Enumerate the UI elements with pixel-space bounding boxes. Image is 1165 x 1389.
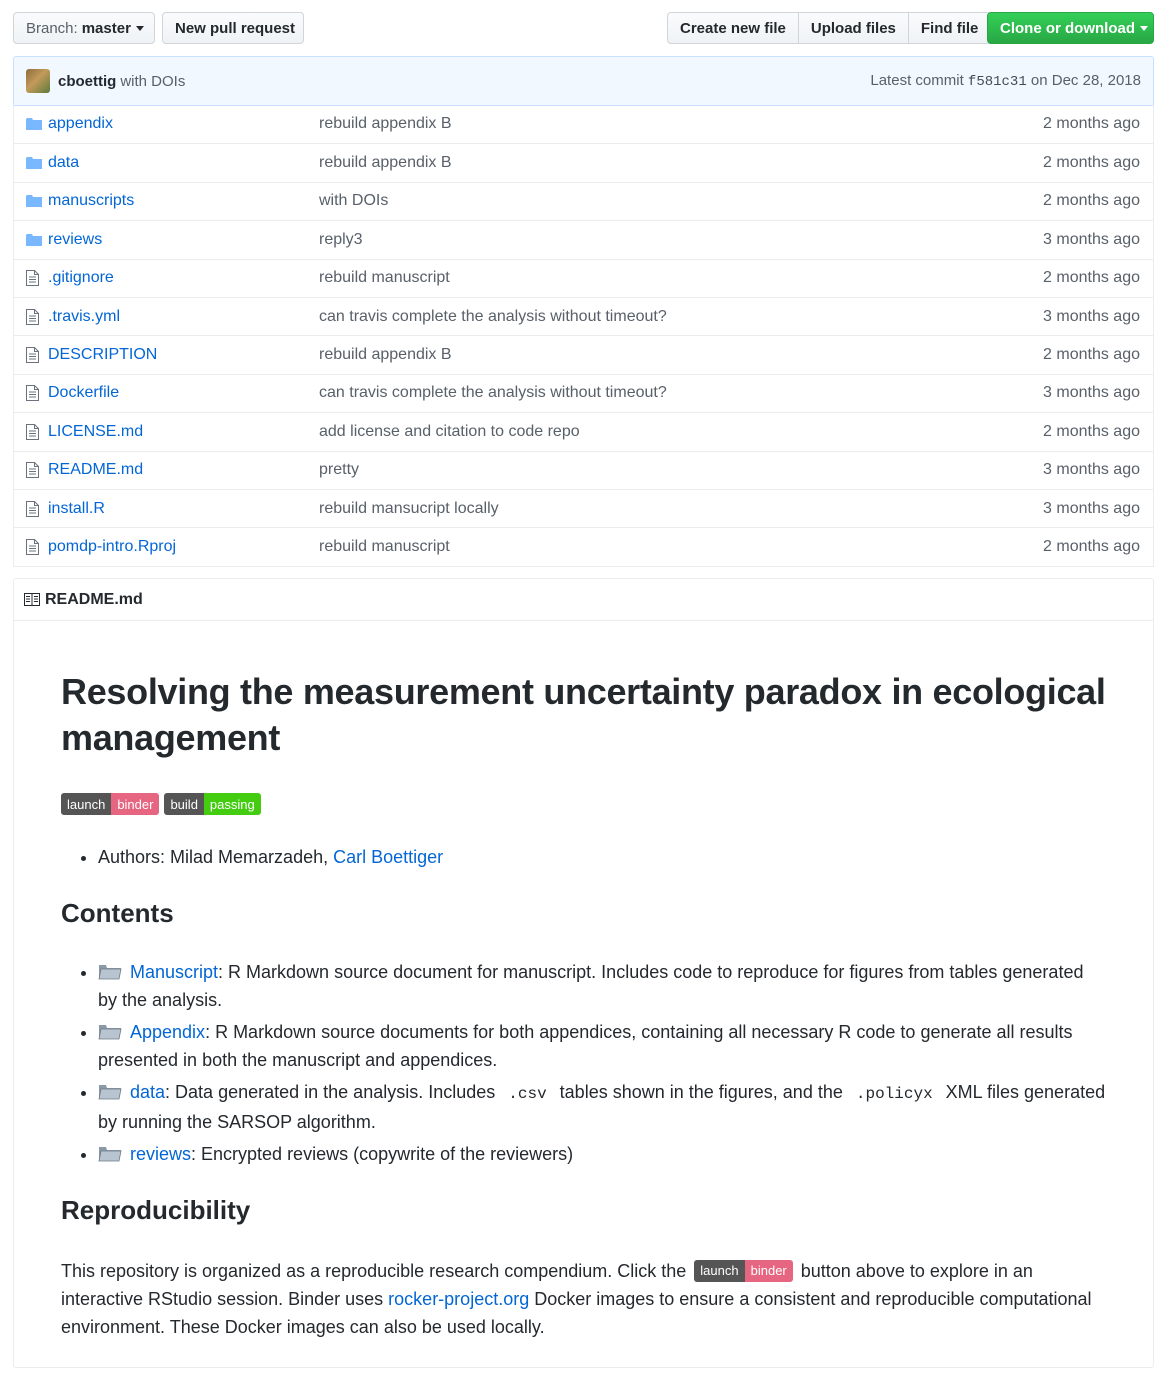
commit-message-link[interactable]: with DOIs (319, 192, 389, 210)
repro-text-2: button above to explore in an interactive RStudio session. Binder uses (61, 1261, 1033, 1309)
upload-files-button[interactable]: Upload files (799, 13, 909, 43)
contents-item (98, 958, 1106, 1014)
file-name-link[interactable]: manuscripts (48, 192, 135, 210)
contents-item (98, 1018, 1106, 1074)
contents-text: : Encrypted reviews (copywrite of the reviewers) (191, 1144, 574, 1164)
latest-commit-bar (13, 56, 1154, 106)
commit-date: on Dec 28, 2018 (1030, 72, 1141, 89)
launch-binder-badge[interactable] (61, 793, 159, 815)
commit-age: 3 months ago (1043, 307, 1140, 325)
file-name-link[interactable]: pomdp-intro.Rproj (48, 537, 177, 555)
file-icon (14, 501, 48, 517)
folder-emoji-icon (98, 1022, 122, 1040)
badge-label: launch (61, 793, 111, 815)
rocker-project-link[interactable]: rocker-project.org (388, 1289, 530, 1309)
contents-text: : R Markdown source documents for both appendices, containing all necessary R code to generate all results presented in both the manuscript and appendices. (98, 1022, 1073, 1070)
commit-age: 2 months ago (1043, 154, 1140, 172)
file-name-link[interactable]: LICENSE.md (48, 422, 144, 440)
badge-value: binder (745, 1260, 793, 1282)
commit-message-link[interactable]: can travis complete the analysis without timeout? (319, 307, 667, 325)
commit-hash[interactable]: f581c31 (967, 74, 1027, 90)
chevron-down-icon (136, 26, 144, 31)
file-row (14, 451, 1153, 489)
file-row (14, 297, 1153, 335)
file-icon (14, 462, 48, 478)
commit-message-link[interactable]: rebuild appendix B (319, 346, 452, 364)
contents-link[interactable]: Appendix (130, 1022, 206, 1042)
commit-message-link[interactable]: reply3 (319, 230, 363, 248)
file-name-link[interactable]: .travis.yml (48, 307, 120, 325)
badge-value: passing (204, 793, 261, 815)
readme-header (14, 579, 1153, 621)
file-row (14, 374, 1153, 412)
contents-link[interactable]: data (130, 1082, 166, 1102)
build-passing-badge[interactable] (164, 793, 260, 815)
folder-icon (14, 117, 48, 131)
file-name-link[interactable]: README.md (48, 461, 144, 479)
contents-text: tables shown in the figures, and the (554, 1082, 848, 1102)
readme-title: Resolving the measurement uncertainty paradox in ecological management (61, 671, 1106, 758)
file-actions-group (667, 12, 991, 44)
file-icon (14, 347, 48, 363)
readme-panel (13, 578, 1154, 1368)
file-icon (14, 385, 48, 401)
file-icon (14, 309, 48, 325)
repo-toolbar (13, 12, 1154, 44)
commit-message[interactable]: with DOIs (120, 72, 186, 90)
clone-label: Clone or download (1000, 19, 1135, 37)
file-row (14, 489, 1153, 527)
authors-label: Authors: Milad Memarzadeh, (98, 847, 334, 867)
file-icon (14, 539, 48, 555)
file-row (14, 412, 1153, 450)
commit-age: 2 months ago (1043, 269, 1140, 287)
branch-prefix: Branch: (26, 19, 78, 37)
commit-message-link[interactable]: rebuild mansucript locally (319, 499, 499, 517)
commit-message-link[interactable]: rebuild manuscript (319, 537, 450, 555)
contents-heading: Contents (61, 898, 174, 928)
branch-select-button[interactable] (13, 12, 155, 44)
badge-label: launch (694, 1260, 744, 1282)
badge-label: build (164, 793, 203, 815)
contents-list (61, 958, 1106, 1168)
commit-message-link[interactable]: rebuild appendix B (319, 154, 452, 172)
reproducibility-heading: Reproducibility (61, 1195, 251, 1225)
badge-row (61, 793, 1106, 815)
author-link-carl-boettiger[interactable]: Carl Boettiger (333, 847, 444, 867)
file-name-link[interactable]: Dockerfile (48, 384, 120, 402)
contents-link[interactable]: reviews (130, 1144, 192, 1164)
latest-commit-label: Latest commit (870, 72, 964, 89)
readme-filename: README.md (45, 590, 143, 608)
new-pull-request-button[interactable]: New pull request (162, 12, 304, 44)
commit-message-link[interactable]: can travis complete the analysis without timeout? (319, 384, 667, 402)
inline-code: .csv (508, 1085, 547, 1103)
file-row (14, 527, 1153, 565)
commit-author[interactable]: cboettig (58, 72, 117, 90)
folder-icon (14, 233, 48, 247)
folder-emoji-icon (98, 962, 122, 980)
launch-binder-badge-inline[interactable] (694, 1260, 792, 1282)
commit-message-link[interactable]: add license and citation to code repo (319, 422, 580, 440)
clone-or-download-button[interactable] (987, 12, 1154, 44)
commit-age: 3 months ago (1043, 461, 1140, 479)
contents-link[interactable]: Manuscript (130, 962, 219, 982)
file-name-link[interactable]: install.R (48, 499, 105, 517)
badge-value: binder (111, 793, 159, 815)
file-name-link[interactable]: reviews (48, 230, 103, 248)
commit-age: 2 months ago (1043, 422, 1140, 440)
file-row (14, 220, 1153, 258)
inline-code: .policyx (855, 1085, 933, 1103)
avatar[interactable] (26, 69, 50, 93)
contents-text: : R Markdown source document for manuscript. Includes code to reproduce for figures from tables generated by the analysis. (98, 962, 1084, 1010)
authors-item (98, 843, 1106, 871)
commit-age: 3 months ago (1043, 499, 1140, 517)
file-row (14, 143, 1153, 181)
commit-message-link[interactable]: rebuild appendix B (319, 115, 452, 133)
contents-text: : Data generated in the analysis. Includes (165, 1082, 501, 1102)
repro-text-3: Docker images to ensure a consistent and reproducible computational environment. These Docker images can also be used locally. (61, 1289, 1092, 1337)
file-name-link[interactable]: DESCRIPTION (48, 346, 158, 364)
file-row (14, 259, 1153, 297)
folder-emoji-icon (98, 1082, 122, 1100)
file-row (14, 105, 1153, 143)
chevron-down-icon (1140, 26, 1148, 31)
commit-age: 2 months ago (1043, 115, 1140, 133)
commit-age: 2 months ago (1043, 537, 1140, 555)
file-name-link[interactable]: .gitignore (48, 269, 114, 287)
create-new-file-button[interactable]: Create new file (668, 13, 799, 43)
file-list (13, 105, 1154, 567)
readme-content (14, 621, 1153, 1389)
file-icon (14, 424, 48, 440)
folder-icon (14, 156, 48, 170)
contents-text: XML files generated by running the SARSOP algorithm. (98, 1082, 1106, 1132)
find-file-button[interactable]: Find file (920, 19, 979, 37)
file-name-link[interactable]: appendix (48, 115, 113, 133)
book-icon (24, 593, 40, 607)
file-row (14, 182, 1153, 220)
commit-message-link[interactable]: pretty (319, 461, 360, 479)
folder-emoji-icon (98, 1144, 122, 1162)
authors-list (61, 843, 1106, 871)
commit-age: 3 months ago (1043, 384, 1140, 402)
file-name-link[interactable]: data (48, 154, 80, 172)
contents-item (98, 1140, 1106, 1168)
reproducibility-paragraph (61, 1257, 1106, 1341)
repro-text-1: This repository is organized as a reproducible research compendium. Click the (61, 1261, 692, 1281)
commit-age: 2 months ago (1043, 346, 1140, 364)
file-row (14, 335, 1153, 373)
file-icon (14, 270, 48, 286)
commit-age: 2 months ago (1043, 192, 1140, 210)
folder-icon (14, 194, 48, 208)
commit-age: 3 months ago (1043, 230, 1140, 248)
contents-item (98, 1078, 1106, 1136)
branch-name: master (81, 19, 131, 37)
commit-message-link[interactable]: rebuild manuscript (319, 269, 450, 287)
commit-info (870, 72, 1141, 90)
